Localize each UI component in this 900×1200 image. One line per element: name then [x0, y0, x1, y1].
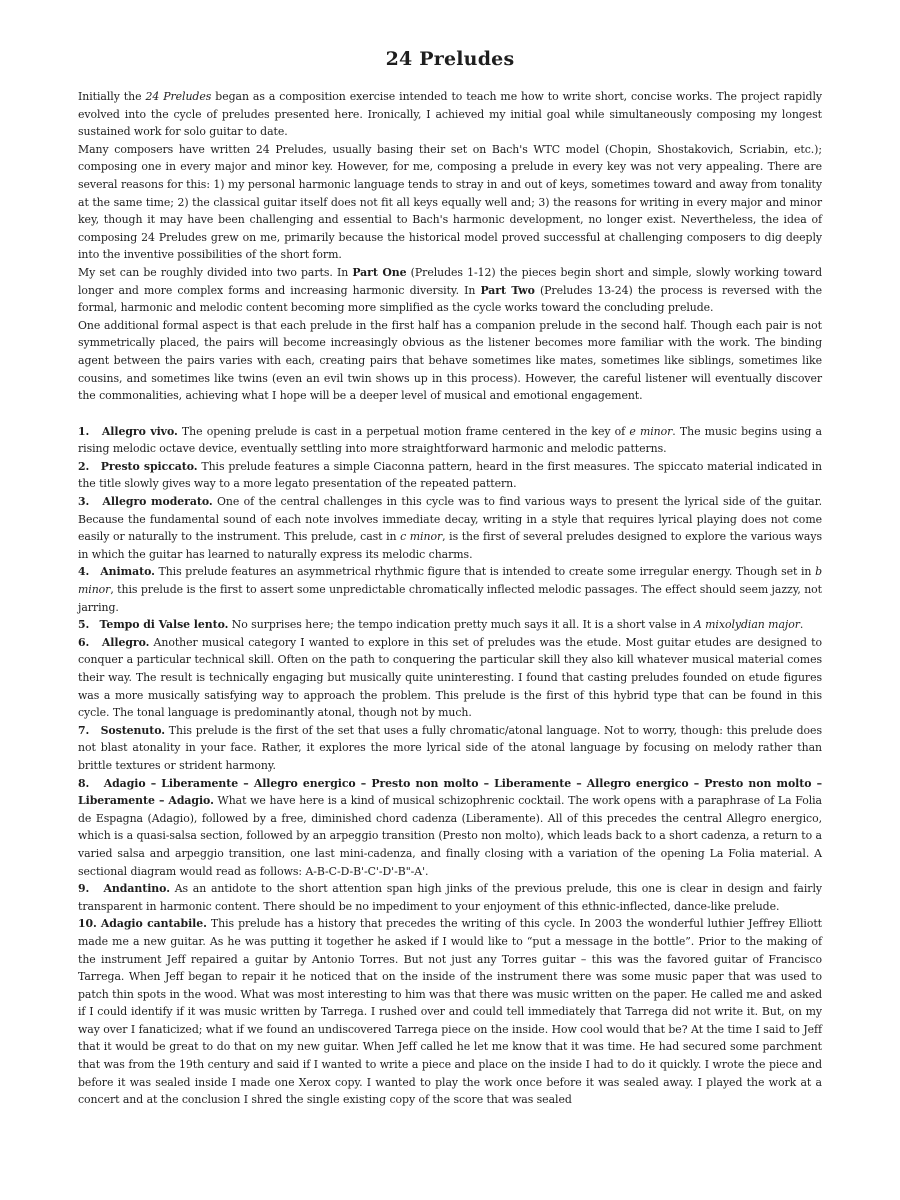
entry-key: A mixolydian major: [693, 618, 800, 632]
entry-tempo: Presto spiccato.: [100, 459, 198, 473]
text: , is the first of several preludes designed to explore the various ways in which the guitar has learned to naturally express its melodic charms.: [78, 530, 822, 561]
text: This prelude is the first of the set that uses a fully chromatic/atonal language. Not to worry, though: this prelude does not blast atonality in your face. Rather, it explores the more lyrical side of the atonal language by focusing on melody rather than brittle textures or strident harmony.: [78, 723, 822, 772]
part-two-label: Part Two: [480, 283, 535, 297]
prelude-entry-7: [78, 722, 822, 775]
prelude-entry-10: [78, 915, 822, 1109]
prelude-entry-6: [78, 634, 822, 722]
text: What we have here is a kind of musical schizophrenic cocktail. The work opens with a paraphrase of La Folia de Espagna (Adagio), followed by a free, diminished chord cadenza (Liberamente). All of this precedes the central Allegro energico, which is a quasi-salsa section, followed by an arpeggio transition (Presto non molto), which leads back to a short cadenza, a return to a varied salsa and arpeggio transition, one last mini-cadenza, and finally closing with a variation of the opening La Folia material. A sectional diagram would read as follows: A-B-C-D-B'-C'-D'-B"-A'.: [78, 794, 823, 878]
text: The opening prelude is cast in a perpetual motion frame centered in the key of: [177, 424, 630, 438]
text: (Preludes 13-24) the process is reversed with the formal, harmonic and melodic content becoming more simplified as the cycle works toward the concluding prelude.: [78, 283, 822, 315]
entry-key: e minor: [629, 424, 673, 438]
entry-number: 1.: [78, 424, 90, 438]
text: Initially the: [78, 90, 146, 103]
prelude-entry-2: [78, 458, 822, 493]
entry-number: 6.: [78, 635, 90, 649]
text: Another musical category I wanted to explore in this set of preludes was the etude. Most guitar etudes are designed to conquer a particular technical skill. Often on the path to conquering the particular skill they also kill whatever musical material comes their way. The result is technically engaging but musically quite uninteresting. I found that casting preludes founded on etude figures was a more musically satisfying way to approach the problem. This prelude is the first of this hybrid type that can be found in this cycle. The tonal language is predominantly atonal, though not by much.: [78, 635, 822, 720]
intro-paragraph-2: Many composers have written 24 Preludes, usually basing their set on Bach's WTC model (Chopin, Shostakovich, Scriabin, etc.); composing one in every major and minor key. However, for me, composing a prelude in every key was not very appealing. There are several reasons for this: 1) my personal harmonic language tends to stray in and out of keys, sometimes toward and away from tonality at the same time; 2) the classical guitar itself does not fit all keys equally well and; 3) the reasons for writing in every major and minor key, though it may have been challenging and essential to Bach's harmonic development, no longer exist. Nevertheless, the idea of composing 24 Preludes grew on me, primarily because the historical model proved successful at challenging composers to dig deeply into the inventive possibilities of the short form.: [78, 142, 822, 262]
text: No surprises here; the tempo indication pretty much says it all. It is a short valse in: [228, 618, 694, 632]
introduction: [78, 88, 822, 405]
intro-paragraph-3: [78, 264, 822, 317]
text: One of the central challenges in this cycle was to find various ways to present the lyrical side of the guitar. Because the fundamental sound of each note involves immediate decay, writing in a style that requires lyrical playing does not come easily or naturally to the instrument. This prelude, cast in: [78, 495, 822, 544]
entry-number: 9.: [78, 882, 90, 896]
work-title: 24 Preludes: [145, 90, 212, 103]
prelude-entry-5: [78, 616, 822, 634]
prelude-entry-9: [78, 880, 822, 915]
text: My set can be roughly divided into two parts. In: [78, 265, 353, 279]
prelude-list: [78, 423, 822, 1109]
entry-tempo: Andantino.: [103, 882, 170, 896]
entry-tempo: Adagio cantabile.: [100, 917, 207, 931]
prelude-entry-3: [78, 493, 822, 563]
text: , this prelude is the first to assert some unpredictable chromatically inflected melodic passages. The effect should seem jazzy, not jarring.: [78, 583, 822, 614]
entry-number: 8.: [78, 776, 90, 790]
text: This prelude features a simple Ciaconna pattern, heard in the first measures. The spiccato material indicated in the title slowly gives way to a more legato presentation of the repeated pattern.: [78, 459, 822, 491]
text: . The music begins using a rising melodic octave device, eventually settling into more straightforward harmonic and melodic patterns.: [78, 424, 822, 456]
entry-tempo: Adagio – Liberamente – Allegro energico – Presto non molto – Liberamente – Allegro energico – Presto non molto – Liberamente – Adagio.: [78, 776, 822, 808]
entry-tempo: Tempo di Valse lento.: [99, 618, 229, 632]
entry-number: 5.: [78, 618, 90, 632]
entry-key: b minor: [78, 565, 822, 597]
entry-number: 2.: [78, 459, 90, 473]
entry-number: 3.: [78, 495, 90, 509]
text: .: [799, 618, 804, 632]
entry-tempo: Sostenuto.: [100, 723, 166, 737]
text: This prelude has a history that precedes the writing of this cycle. In 2003 the wonderful luthier Jeffrey Elliott made me a new guitar. As he was putting it together he asked if I would like to “put a message in the bottle”. Prior to the making of the instrument Jeff repaired a guitar by Antonio Torres. But not just any Torres guitar – this was the favored guitar of Francisco Tarrega. When Jeff began to repair it he noticed that on the inside of the instrument there was some music paper that was used to patch thin spots in the wood. What was most interesting to him was that there was music written on the paper. He called me and asked if I could identify if it was music written by Tarrega. I rushed over and could tell immediately that Tarrega did not write it. But, on my way over I fanaticized; what if we found an undiscovered Tarrega piece on the inside. How cool would that be? At the time I said to Jeff that it would be great to do that on my new guitar. When Jeff called he let me know that it was time. He had secured some parchment that was from the 19th century and said if I wanted to write a piece and place on the inside I had to do it quickly. I wrote the piece and before it was sealed inside I made one Xerox copy. I wanted to play the work once before it was sealed away. I played the work at a concert and at the conclusion I shred the single existing copy of the score that was sealed: [78, 917, 822, 1107]
entry-tempo: Allegro.: [101, 635, 150, 649]
entry-number: 10.: [78, 917, 97, 931]
prelude-entry-8: [78, 775, 822, 881]
text: This prelude features an asymmetrical rhythmic figure that is intended to create some irregular energy. Though set in: [154, 565, 816, 579]
intro-paragraph-1: [78, 88, 822, 141]
entry-key: c minor: [400, 530, 443, 544]
entry-tempo: Allegro moderato.: [102, 495, 213, 509]
text: As an antidote to the short attention span high jinks of the previous prelude, this one is clear in design and fairly transparent in harmonic content. There should be no impediment to your enjoyment of this ethnic-inflected, dance-like prelude.: [78, 882, 822, 913]
part-one-label: Part One: [352, 265, 407, 279]
page-title: 24 Preludes: [385, 48, 515, 70]
entry-tempo: Animato.: [100, 565, 155, 579]
text: (Preludes 1-12) the pieces begin short and simple, slowly working toward longer and more complex forms and increasing harmonic diversity. In: [78, 265, 822, 297]
intro-paragraph-4: One additional formal aspect is that each prelude in the first half has a companion prelude in the second half. Though each pair is not symmetrically placed, the pairs will become increasingly obvious as the listener becomes more familiar with the work. The binding agent between the pairs varies with each, creating pairs that behave sometimes like mates, sometimes like siblings, sometimes like cousins, and sometimes like twins (even an evil twin shows up in this process). However, the careful listener will eventually discover the commonalities, achieving what I hope will be a deeper level of musical and emotional engagement.: [78, 318, 822, 403]
prelude-entry-1: [78, 423, 822, 458]
entry-number: 4.: [78, 565, 90, 579]
entry-tempo: Allegro vivo.: [101, 424, 178, 438]
entry-number: 7.: [78, 723, 90, 737]
prelude-entry-4: [78, 563, 822, 616]
text: began as a composition exercise intended to teach me how to write short, concise works. The project rapidly evolved into the cycle of preludes presented here. Ironically, I achieved my initial goal while simultaneously composing my longest sustained work for solo guitar to date.: [78, 90, 822, 139]
